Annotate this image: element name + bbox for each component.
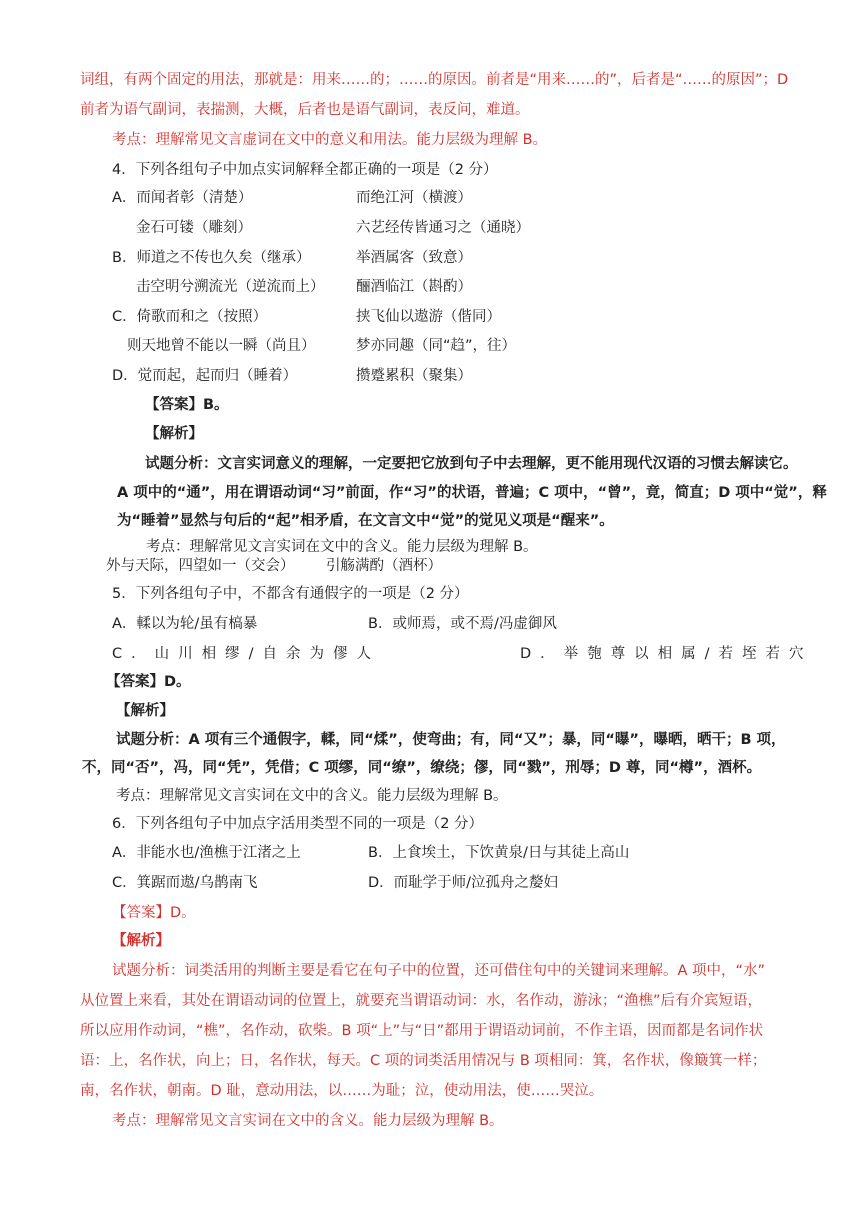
q4-analysis-title: 【解析】 — [145, 426, 203, 442]
q5-answer: 【答案】D。 — [106, 674, 191, 690]
q6-option-d: D．而耻学于师/泣孤舟之嫠妇 — [368, 875, 559, 891]
q4-row-1-left: A．而闻者彰（清楚） — [112, 190, 253, 206]
q4-analysis-line-2: A 项中的“通”，用在谓语动词“习”前面，作“习”的状语，普遍；C 项中，“曾”，竟，简直；D 项中“觉”，释 — [117, 485, 827, 501]
q4-row-3-right: 举酒属客（致意） — [356, 250, 472, 266]
q4-kaodian: 考点：理解常见文言实词在文中的含义。能力层级为理解 B。 — [146, 539, 538, 555]
intro-line-1: 词组，有两个固定的用法，那就是：用来……的；……的原因。前者是“用来……的”，后者是“……的原因”；D — [80, 72, 789, 88]
q4-row-3-left: B．师道之不传也久矣（继承） — [112, 250, 311, 266]
q5-option-d: D．举匏尊以相属/若垤若穴 — [520, 646, 813, 662]
q5-option-c: C．山川相缪/自余为僇人 — [112, 646, 381, 662]
q4-extra-right: 引觞满酌（酒杯） — [326, 558, 442, 574]
q5-analysis-line-1: 试题分析：A 项有三个通假字，輮，同“煣”，使弯曲；有，同“又”；暴，同“曝”，曝晒，晒干；B 项， — [116, 732, 786, 748]
intro-line-2: 前者为语气副词，表揣测，大概，后者也是语气副词，表反问，难道。 — [80, 102, 530, 118]
q6-stem: 6．下列各组句子中加点字活用类型不同的一项是（2 分） — [112, 816, 484, 832]
q6-analysis-line-3: 所以应用作动词，“樵”，名作动，砍柴。B 项“上”与“日”都用于谓语动词前，不作主语，因而都是名词作状 — [80, 1023, 764, 1039]
q4-extra-left: 外与天际，四望如一（交会） — [106, 558, 295, 574]
intro-kaodian: 考点：理解常见文言虚词在文中的意义和用法。能力层级为理解 B。 — [112, 132, 548, 148]
q6-kaodian: 考点：理解常见文言实词在文中的含义。能力层级为理解 B。 — [112, 1113, 504, 1129]
q5-stem: 5．下列各组句子中，不都含有通假字的一项是（2 分） — [112, 586, 469, 602]
q4-analysis-line-3: 为“睡着”显然与句后的“起”相矛盾，在文言文中“觉”的觉见义项是“醒来”。 — [117, 513, 614, 529]
q4-row-7-left: D．觉而起，起而归（睡着） — [112, 368, 298, 384]
q4-row-2-left: 金石可镂（雕刻） — [136, 220, 252, 236]
q5-kaodian: 考点：理解常见文言实词在文中的含义。能力层级为理解 B。 — [116, 788, 508, 804]
q4-analysis-line-1: 试题分析：文言实词意义的理解，一定要把它放到句子中去理解，更不能用现代汉语的习惯去解读它。 — [145, 456, 798, 472]
q4-row-5-left: C．倚歌而和之（按照） — [112, 309, 268, 325]
q6-option-a: A．非能水也/渔樵于江渚之上 — [112, 845, 301, 861]
q4-row-2-right: 六艺经传皆通习之（通晓） — [356, 220, 530, 236]
q4-row-4-right: 酾酒临江（斟酌） — [356, 279, 472, 295]
q4-row-1-right: 而绝江河（横渡） — [356, 190, 472, 206]
q6-option-b: B．上食埃土，下饮黄泉/日与其徒上高山 — [368, 845, 630, 861]
q6-analysis-line-5: 南，名作状，朝南。D 耻，意动用法，以……为耻；泣，使动用法，使……哭泣。 — [80, 1083, 604, 1099]
q6-answer: 【答案】D。 — [112, 905, 196, 921]
q5-option-b: B．或师焉，或不焉/冯虚御风 — [368, 616, 557, 632]
q6-analysis-title: 【解析】 — [112, 933, 170, 949]
q4-row-4-left: 击空明兮溯流光（逆流而上） — [136, 279, 325, 295]
q6-analysis-line-1: 试题分析：词类活用的判断主要是看它在句子中的位置，还可借住句中的关键词来理解。A 项中，“水” — [112, 963, 766, 979]
q4-row-5-right: 挟飞仙以遨游（偕同） — [356, 309, 501, 325]
q4-row-7-right: 攒蹙累积（聚集） — [356, 368, 472, 384]
q5-analysis-line-2: 不，同“否”，冯，同“凭”，凭借；C 项缪，同“缭”，缭绕；僇，同“戮”，刑辱；D 尊，同“樽”，酒杯。 — [82, 760, 762, 776]
q4-stem: 4．下列各组句子中加点实词解释全都正确的一项是（2 分） — [112, 162, 498, 178]
q5-option-a: A．輮以为轮/虽有槁暴 — [112, 616, 258, 632]
q4-row-6-left: 则天地曾不能以一瞬（尚且） — [127, 338, 316, 354]
q6-option-c: C．箕踞而遨/乌鹊南飞 — [112, 875, 258, 891]
q4-row-6-right: 梦亦同趣（同“趋”，往） — [356, 338, 517, 354]
q6-analysis-line-2: 从位置上来看，其处在谓语动词的位置上，就要充当谓语动词：水，名作动，游泳；“渔樵”后有介宾短语， — [80, 993, 763, 1009]
q4-answer: 【答案】B。 — [145, 397, 229, 413]
q6-analysis-line-4: 语：上，名作状，向上；日，名作状，每天。C 项的词类活用情况与 B 项相同：箕，名作状，像簸箕一样； — [80, 1053, 767, 1069]
q5-analysis-title: 【解析】 — [116, 703, 174, 719]
